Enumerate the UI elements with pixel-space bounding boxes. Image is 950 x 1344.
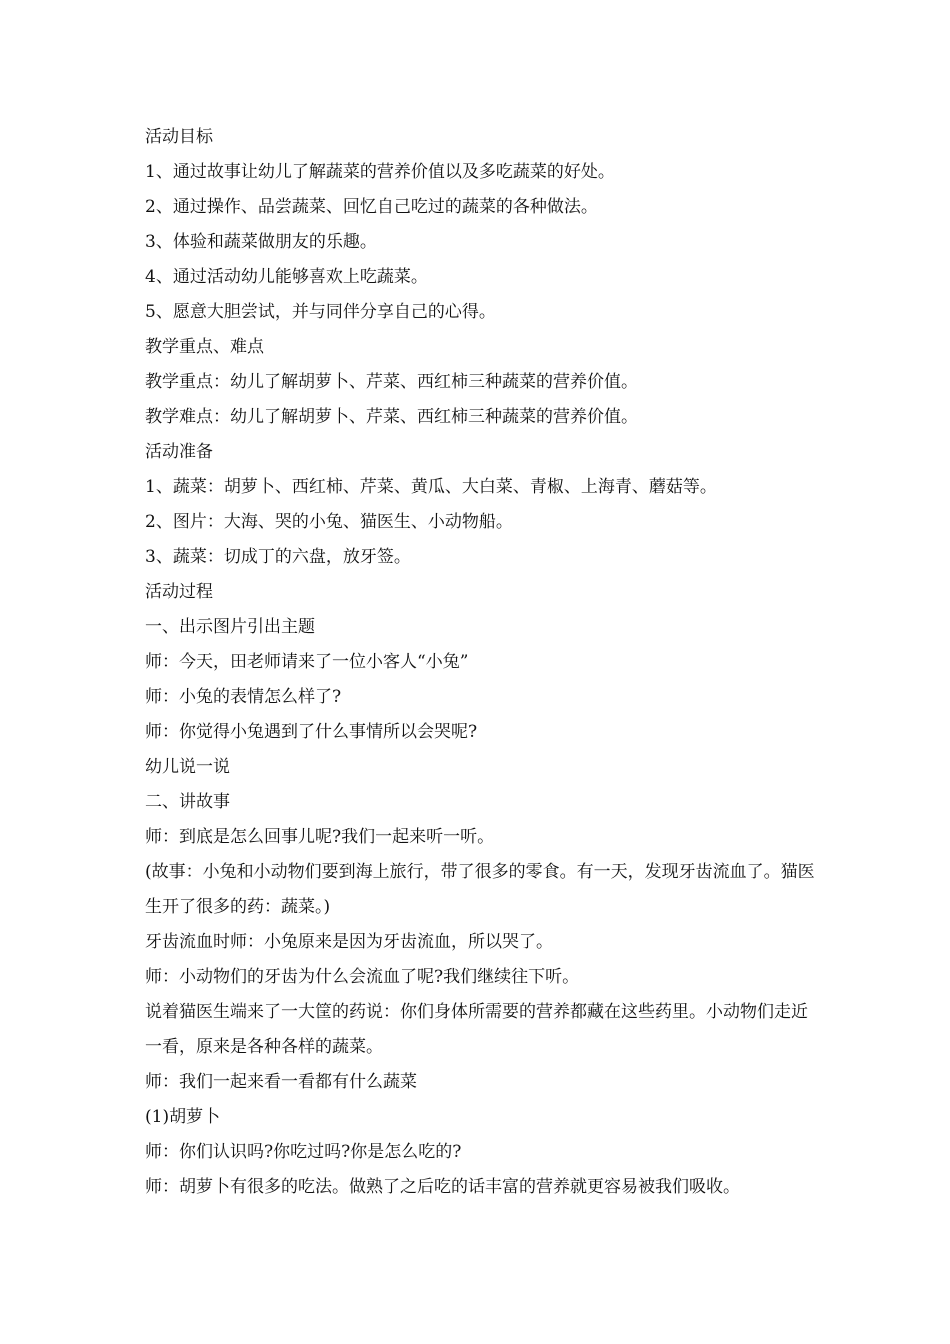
dialogue-line: 师：到底是怎么回事儿呢?我们一起来听一听。 [145,827,495,847]
goal-item-2: 2、通过操作、品尝蔬菜、回忆自己吃过的蔬菜的各种做法。 [145,197,598,217]
dialogue-line: 师：今天，田老师请来了一位小客人“小兔” [145,652,469,672]
dialogue-line: 师：你们认识吗?你吃过吗?你是怎么吃的? [145,1142,462,1162]
dialogue-line: 师：你觉得小兔遇到了什么事情所以会哭呢? [145,722,478,742]
goal-item-3: 3、体验和蔬菜做朋友的乐趣。 [145,232,377,252]
goal-item-1: 1、通过故事让幼儿了解蔬菜的营养价值以及多吃蔬菜的好处。 [145,162,615,182]
story-paragraph: 说着猫医生端来了一大筐的药说：你们身体所需要的营养都藏在这些药里。小动物们走近一看，原来是各种各样的蔬菜。 [145,1002,808,1057]
dialogue-line: 师：胡萝卜有很多的吃法。做熟了之后吃的话丰富的营养就更容易被我们吸收。 [145,1177,740,1197]
section-heading-goals: 活动目标 [145,127,213,147]
dialogue-line: 师：小动物们的牙齿为什么会流血了呢?我们继续往下听。 [145,967,580,987]
section-heading-process: 活动过程 [145,582,213,602]
dialogue-line: 师：我们一起来看一看都有什么蔬菜 [145,1072,417,1092]
preparation-item-2: 2、图片：大海、哭的小兔、猫医生、小动物船。 [145,512,513,532]
dialogue-line: 幼儿说一说 [145,757,230,777]
goal-item-5: 5、愿意大胆尝试，并与同伴分享自己的心得。 [145,302,496,322]
section-heading-key-points: 教学重点、难点 [145,337,264,357]
section-heading-preparation: 活动准备 [145,442,213,462]
process-step-2-heading: 二、讲故事 [145,792,230,812]
dialogue-line: 牙齿流血时师：小兔原来是因为牙齿流血，所以哭了。 [145,932,553,952]
key-point-text: 教学重点：幼儿了解胡萝卜、芹菜、西红柿三种蔬菜的营养价值。 [145,372,638,392]
process-step-1-heading: 一、出示图片引出主题 [145,617,315,637]
vegetable-subheading-carrot: (1)胡萝卜 [145,1107,221,1127]
story-paragraph: (故事：小兔和小动物们要到海上旅行，带了很多的零食。有一天，发现牙齿流血了。猫医生开了很多的药：蔬菜。) [145,862,815,917]
goal-item-4: 4、通过活动幼儿能够喜欢上吃蔬菜。 [145,267,428,287]
difficulty-text: 教学难点：幼儿了解胡萝卜、芹菜、西红柿三种蔬菜的营养价值。 [145,407,638,427]
preparation-item-1: 1、蔬菜：胡萝卜、西红柿、芹菜、黄瓜、大白菜、青椒、上海青、蘑菇等。 [145,477,717,497]
preparation-item-3: 3、蔬菜：切成丁的六盘，放牙签。 [145,547,411,567]
document-body [145,120,815,1205]
dialogue-line: 师：小兔的表情怎么样了? [145,687,342,707]
